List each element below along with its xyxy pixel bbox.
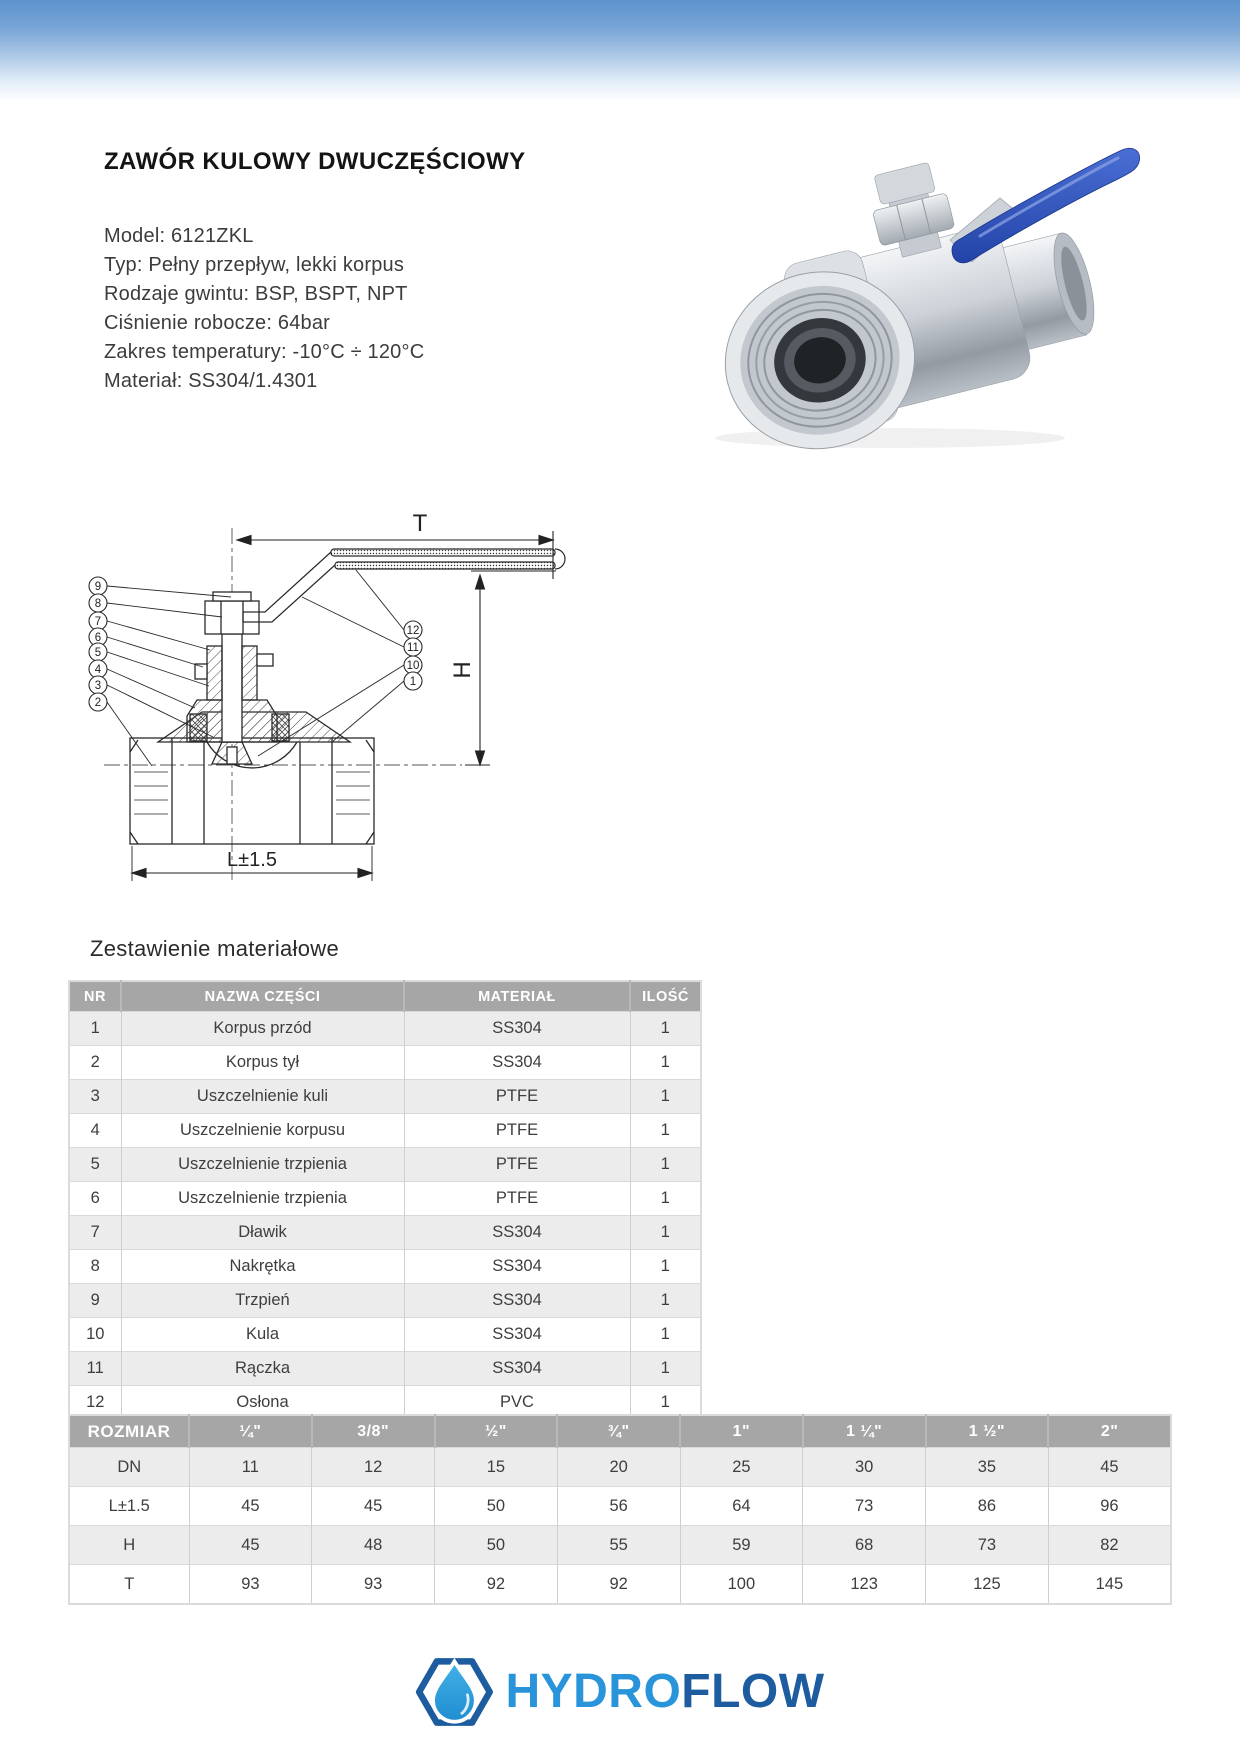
top-gradient-band [0, 0, 1240, 102]
materials-table-cell: 1 [630, 1284, 701, 1318]
materials-table-row [69, 1114, 701, 1148]
sizes-table-header-cell: ROZMIAR [69, 1415, 189, 1448]
materials-table-cell: 1 [630, 1012, 701, 1046]
sizes-table-cell: 93 [312, 1565, 435, 1605]
svg-text:7: 7 [94, 616, 102, 628]
hydroflow-logo-icon [415, 1650, 493, 1734]
valve-photo-body [688, 131, 1114, 450]
spec-line-model: Model: 6121ZKL [104, 225, 254, 247]
materials-table-row [69, 1012, 701, 1046]
materials-table-cell: Korpus tył [121, 1046, 404, 1080]
sizes-table-cell: 73 [803, 1487, 926, 1526]
page-title: ZAWÓR KULOWY DWUCZĘŚCIOWY [104, 148, 526, 175]
materials-table-cell: SS304 [404, 1216, 630, 1250]
sizes-table [68, 1414, 1172, 1605]
sizes-table-cell: H [69, 1526, 189, 1565]
materials-table-cell: 1 [630, 1148, 701, 1182]
sizes-table-cell: T [69, 1565, 189, 1605]
sizes-table-row [69, 1487, 1171, 1526]
materials-table-body [69, 1012, 701, 1421]
sizes-table-cell: 11 [189, 1448, 312, 1487]
svg-text:5: 5 [94, 647, 102, 659]
materials-table-row [69, 1182, 701, 1216]
sizes-table-cell: 45 [312, 1487, 435, 1526]
materials-table-row [69, 1080, 701, 1114]
sizes-table-header-cell: 1" [680, 1415, 803, 1448]
sizes-table-cell: 92 [557, 1565, 680, 1605]
logo-word-hydro: HYDRO [505, 1665, 682, 1718]
materials-table-cell: 9 [69, 1284, 121, 1318]
svg-text:3: 3 [94, 680, 102, 692]
sizes-table-cell: 73 [926, 1526, 1049, 1565]
materials-table-cell: 1 [630, 1318, 701, 1352]
svg-text:1: 1 [409, 676, 417, 688]
svg-text:11: 11 [407, 642, 419, 654]
materials-table-cell: 7 [69, 1216, 121, 1250]
sizes-table-row [69, 1565, 1171, 1605]
product-specs [104, 222, 424, 396]
sizes-table-cell: L±1.5 [69, 1487, 189, 1526]
materials-table-header-row [69, 981, 701, 1012]
materials-table-row [69, 1250, 701, 1284]
materials-table-cell: 1 [630, 1250, 701, 1284]
svg-text:9: 9 [94, 581, 102, 593]
dimension-label-l: L±1.5 [227, 849, 277, 871]
footer-logo [415, 1650, 824, 1734]
materials-table-header-cell: MATERIAŁ [404, 981, 630, 1012]
materials-table-cell: Korpus przód [121, 1012, 404, 1046]
materials-table-cell: 1 [630, 1114, 701, 1148]
sizes-table-cell: 82 [1048, 1526, 1171, 1565]
materials-table-row [69, 1046, 701, 1080]
water-drop-icon [433, 1661, 476, 1721]
materials-table-cell: 8 [69, 1250, 121, 1284]
materials-table-cell: Kula [121, 1318, 404, 1352]
sizes-table-cell: 92 [435, 1565, 558, 1605]
materials-table-cell: 11 [69, 1352, 121, 1386]
materials-table-cell: 1 [630, 1216, 701, 1250]
sizes-table-cell: 50 [435, 1526, 558, 1565]
svg-text:2: 2 [94, 697, 102, 709]
sizes-table-cell: 96 [1048, 1487, 1171, 1526]
materials-table-cell: PTFE [404, 1080, 630, 1114]
sizes-table-cell: 20 [557, 1448, 680, 1487]
materials-table-cell: 1 [630, 1080, 701, 1114]
spec-line-type: Typ: Pełny przepływ, lekki korpus [104, 254, 405, 276]
sizes-table-cell: 25 [680, 1448, 803, 1487]
materials-table-row [69, 1352, 701, 1386]
sizes-table-header-cell: ¼" [189, 1415, 312, 1448]
materials-table-cell: PTFE [404, 1182, 630, 1216]
materials-table-cell: Dławik [121, 1216, 404, 1250]
sizes-table-cell: 93 [189, 1565, 312, 1605]
materials-heading: Zestawienie materiałowe [90, 936, 340, 961]
sizes-table-cell: 55 [557, 1526, 680, 1565]
materials-table-cell: Uszczelnienie kuli [121, 1080, 404, 1114]
materials-table-cell: 1 [630, 1386, 701, 1421]
sizes-table-header-cell: 2" [1048, 1415, 1171, 1448]
sizes-table-cell: 30 [803, 1448, 926, 1487]
sizes-table-cell: 145 [1048, 1565, 1171, 1605]
materials-table-cell: PTFE [404, 1114, 630, 1148]
materials-table-cell: SS304 [404, 1046, 630, 1080]
materials-table [68, 980, 702, 1421]
sizes-table-cell: 125 [926, 1565, 1049, 1605]
sizes-table-cell: 68 [803, 1526, 926, 1565]
materials-table-cell: Osłona [121, 1386, 404, 1421]
materials-table-cell: SS304 [404, 1284, 630, 1318]
sizes-table-cell: 56 [557, 1487, 680, 1526]
materials-table-cell: Uszczelnienie trzpienia [121, 1148, 404, 1182]
materials-table-cell: PTFE [404, 1148, 630, 1182]
materials-table-cell: SS304 [404, 1318, 630, 1352]
sizes-table-row [69, 1448, 1171, 1487]
materials-table-cell: 1 [630, 1046, 701, 1080]
sizes-table-header-cell: 1 ½" [926, 1415, 1049, 1448]
dimension-label-h: H [449, 661, 476, 679]
sizes-table-cell: 12 [312, 1448, 435, 1487]
materials-table-cell: 12 [69, 1386, 121, 1421]
spec-line-threads: Rodzaje gwintu: BSP, BSPT, NPT [104, 283, 408, 305]
sizes-table-header-cell: ½" [435, 1415, 558, 1448]
materials-table-cell: Uszczelnienie trzpienia [121, 1182, 404, 1216]
sizes-table-cell: 123 [803, 1565, 926, 1605]
materials-table-cell: Uszczelnienie korpusu [121, 1114, 404, 1148]
sizes-table-cell: 86 [926, 1487, 1049, 1526]
materials-table-cell: 10 [69, 1318, 121, 1352]
sizes-table-head [69, 1415, 1171, 1448]
technical-drawing [65, 450, 605, 890]
materials-table-cell: 2 [69, 1046, 121, 1080]
materials-table-cell: 5 [69, 1148, 121, 1182]
materials-table-header-cell: NR [69, 981, 121, 1012]
materials-table-cell: 1 [69, 1012, 121, 1046]
spec-line-pressure: Ciśnienie robocze: 64bar [104, 312, 331, 334]
handle-lever [243, 549, 565, 622]
dimension-label-t: T [412, 510, 428, 537]
sizes-table-cell: 64 [680, 1487, 803, 1526]
materials-table-row [69, 1284, 701, 1318]
materials-table-cell: 3 [69, 1080, 121, 1114]
sizes-table-cell: 45 [1048, 1448, 1171, 1487]
materials-table-cell: SS304 [404, 1352, 630, 1386]
materials-table-cell: PVC [404, 1386, 630, 1421]
materials-table-header-cell: NAZWA CZĘŚCI [121, 981, 404, 1012]
svg-text:10: 10 [406, 660, 420, 672]
sizes-table-row [69, 1526, 1171, 1565]
materials-table-cell: Trzpień [121, 1284, 404, 1318]
materials-table-row [69, 1216, 701, 1250]
materials-table-cell: SS304 [404, 1012, 630, 1046]
sizes-table-cell: 48 [312, 1526, 435, 1565]
svg-text:12: 12 [406, 625, 420, 637]
sizes-table-header-row [69, 1415, 1171, 1448]
sizes-table-header-cell: 1 ¼" [803, 1415, 926, 1448]
sizes-table-cell: 35 [926, 1448, 1049, 1487]
sizes-table-cell: 50 [435, 1487, 558, 1526]
logo-word-flow: FLOW [681, 1665, 825, 1718]
sizes-table-cell: DN [69, 1448, 189, 1487]
sizes-table-cell: 45 [189, 1487, 312, 1526]
materials-table-row [69, 1148, 701, 1182]
materials-table-row [69, 1318, 701, 1352]
svg-text:4: 4 [94, 664, 102, 676]
sizes-table-cell: 100 [680, 1565, 803, 1605]
materials-table-cell: 6 [69, 1182, 121, 1216]
svg-text:8: 8 [94, 598, 102, 610]
sizes-table-body [69, 1448, 1171, 1605]
sizes-table-cell: 59 [680, 1526, 803, 1565]
sizes-table-cell: 15 [435, 1448, 558, 1487]
materials-table-header-cell: ILOŚĆ [630, 981, 701, 1012]
spec-line-temperature: Zakres temperatury: -10°C ÷ 120°C [104, 341, 425, 363]
materials-table-cell: 4 [69, 1114, 121, 1148]
product-photo [650, 90, 1150, 450]
materials-table-cell: 1 [630, 1182, 701, 1216]
svg-text:6: 6 [94, 632, 102, 644]
materials-table-cell: 1 [630, 1352, 701, 1386]
materials-table-cell: Rączka [121, 1352, 404, 1386]
materials-table-cell: Nakrętka [121, 1250, 404, 1284]
sizes-table-cell: 45 [189, 1526, 312, 1565]
materials-table-head [69, 981, 701, 1012]
sizes-table-header-cell: 3/8" [312, 1415, 435, 1448]
hydroflow-logo-text [505, 1665, 825, 1718]
materials-table-cell: SS304 [404, 1250, 630, 1284]
sizes-table-header-cell: ¾" [557, 1415, 680, 1448]
spec-line-material: Materiał: SS304/1.4301 [104, 370, 318, 392]
